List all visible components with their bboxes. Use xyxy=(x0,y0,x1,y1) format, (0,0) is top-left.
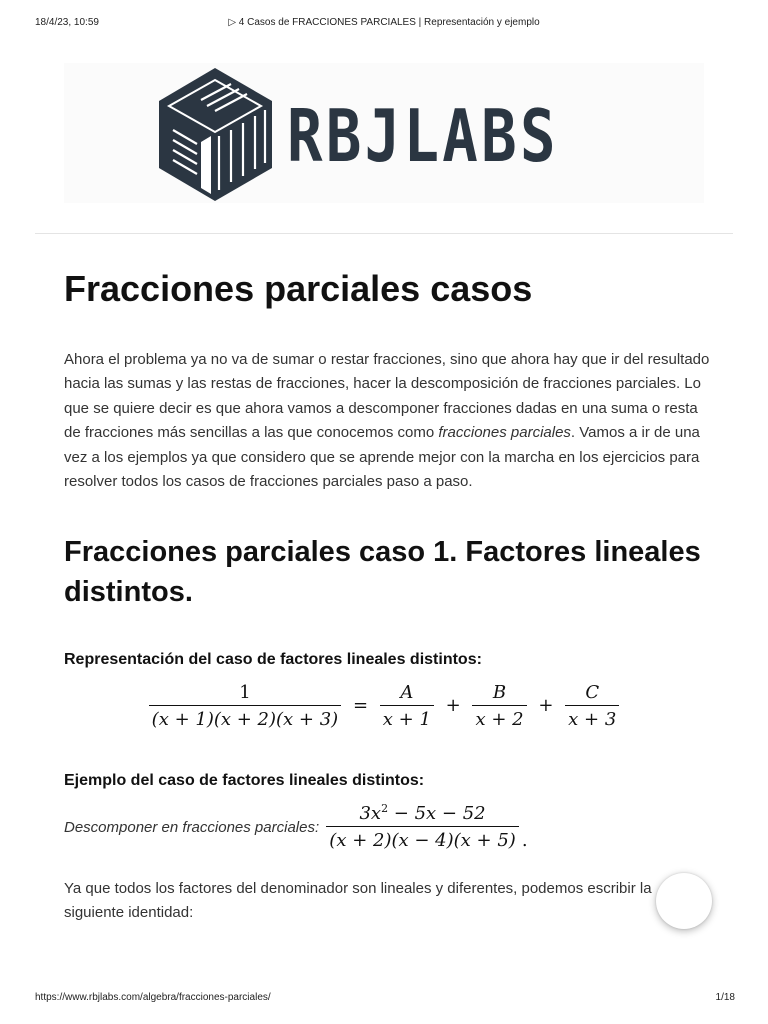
fraction-denominator: (x + 2)(x − 4)(x + 5) xyxy=(326,826,519,851)
example-period: . xyxy=(521,829,528,851)
equals-sign: = xyxy=(352,695,369,716)
fraction-numerator: A xyxy=(400,682,414,703)
floating-action-button[interactable] xyxy=(656,873,712,929)
example-heading: Ejemplo del caso de factores lineales distintos: xyxy=(64,772,425,789)
intro-emphasis: fracciones parciales xyxy=(438,424,571,442)
article-title: Fracciones parciales casos xyxy=(64,268,533,309)
representation-equation xyxy=(0,682,768,730)
header-divider xyxy=(35,233,733,234)
fraction-denominator: (x + 1)(x + 2)(x + 3) xyxy=(149,705,342,730)
term-a-fraction xyxy=(380,682,434,730)
term-c-fraction xyxy=(565,682,619,730)
print-page-title: ▷ 4 Casos de FRACCIONES PARCIALES | Representación y ejemplo xyxy=(228,17,540,28)
print-date: 18/4/23, 10:59 xyxy=(35,17,99,28)
print-url: https://www.rbjlabs.com/algebra/fracciones-parciales/ xyxy=(35,992,271,1003)
site-logo[interactable] xyxy=(64,63,704,203)
numerator-rest: − 5x − 52 xyxy=(388,803,486,824)
print-footer xyxy=(0,992,768,1006)
identity-paragraph: Ya que todos los factores del denominador son lineales y diferentes, podemos escribir la siguiente identidad: xyxy=(64,880,652,922)
fraction-denominator: x + 3 xyxy=(565,705,619,730)
fraction-numerator: B xyxy=(492,682,507,703)
logo-wordmark: RBJLABS xyxy=(287,94,559,178)
example-expression xyxy=(323,802,528,851)
fraction-denominator: x + 2 xyxy=(472,705,526,730)
print-header xyxy=(0,17,768,31)
plus-sign: + xyxy=(445,695,461,716)
section-heading-case1: Fracciones parciales caso 1. Factores lineales distintos. xyxy=(64,536,701,608)
fraction-denominator: x + 1 xyxy=(380,705,434,730)
term-b-fraction xyxy=(472,682,526,730)
intro-text-1: Ahora el problema ya no va de sumar o restar fracciones, sino que ahora hay que ir del resultado hacia las sumas y las restas de fracciones, hacer la descomposición de fracciones parciales. Lo que se quiere decir es que ahora vamos a descomponer fracciones dadas en una suma o resta de fracciones más sencillas a las que conocemos como xyxy=(64,351,710,442)
lhs-fraction xyxy=(149,682,342,730)
example-statement xyxy=(64,802,714,851)
representation-heading: Representación del caso de factores lineales distintos: xyxy=(64,651,482,668)
numerator-exponent: 2 xyxy=(381,802,389,815)
example-label: Descomponer en fracciones parciales: xyxy=(64,819,320,837)
numerator-term: 3x xyxy=(359,803,382,824)
intro-text-2: . Vamos a ir de una vez a los ejemplos ya que considero que se aprende mejor con la marcha en los ejercicios para resolver todos los casos de fracciones parciales paso a paso. xyxy=(64,424,700,491)
plus-sign: + xyxy=(538,695,554,716)
example-fraction xyxy=(326,802,519,851)
intro-paragraph xyxy=(64,348,714,494)
fraction-numerator: 1 xyxy=(239,682,251,703)
cube-logo-icon xyxy=(157,66,274,203)
print-page-number: 1/18 xyxy=(715,992,735,1003)
fraction-numerator: C xyxy=(585,682,600,703)
fraction-numerator xyxy=(356,802,488,826)
